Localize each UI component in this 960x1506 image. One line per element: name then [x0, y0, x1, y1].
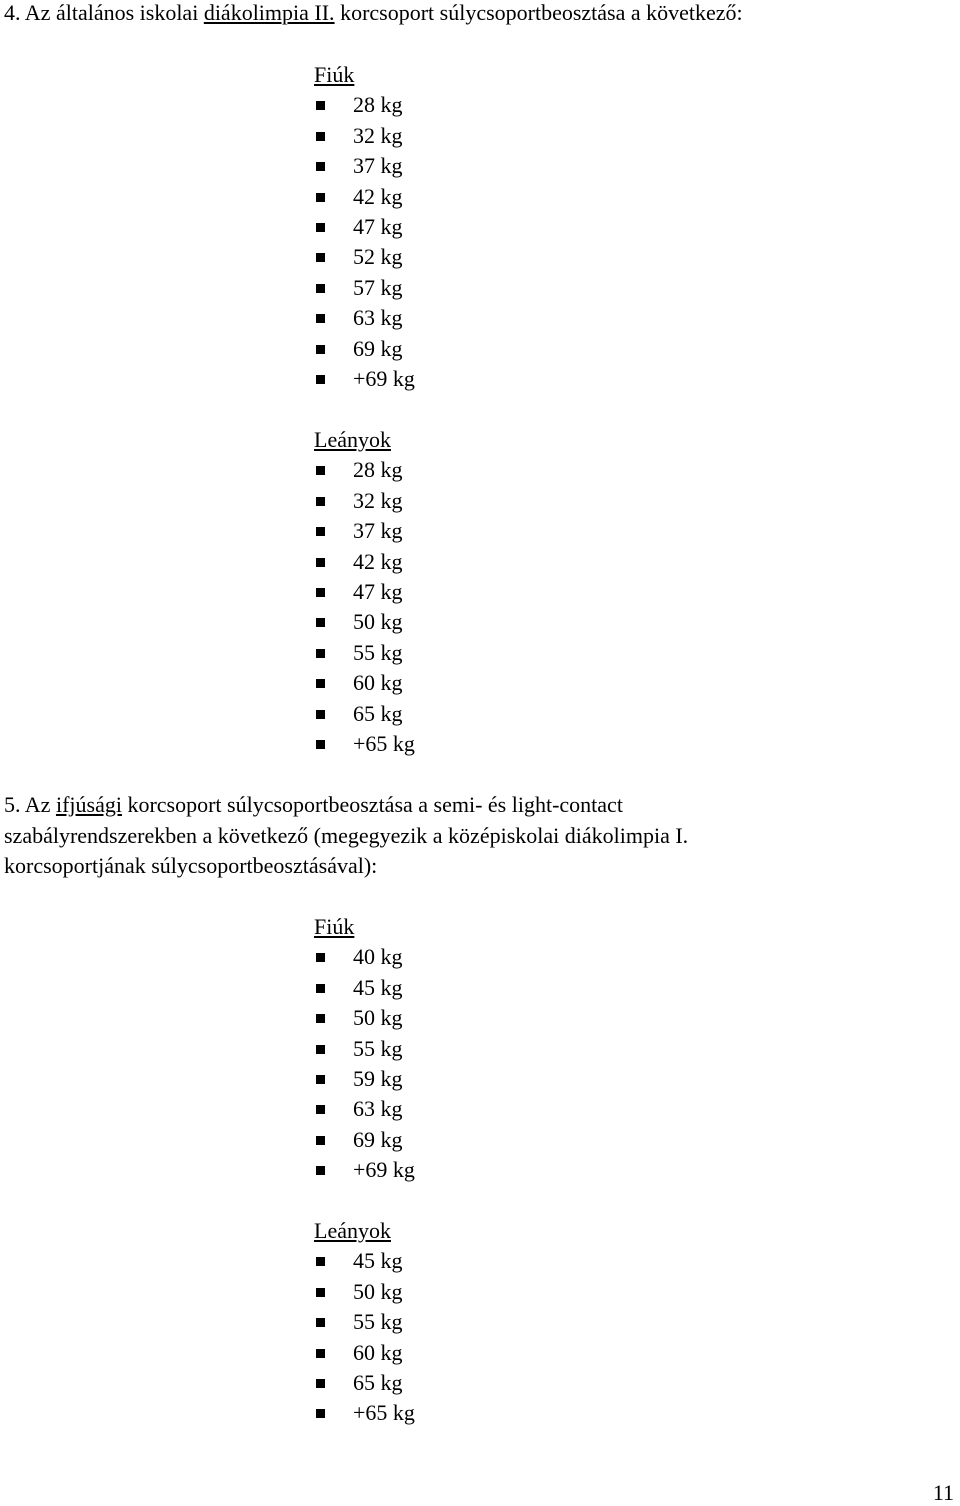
- square-bullet-icon: [316, 223, 325, 232]
- list-item: [314, 455, 415, 485]
- list-item: [314, 90, 415, 120]
- section5-girls-list: [314, 1216, 415, 1429]
- weight-class-label: +69 kg: [353, 1157, 415, 1183]
- square-bullet-icon: [316, 314, 325, 323]
- section4-text-a: Az általános iskolai: [24, 0, 199, 25]
- list-item: [314, 607, 415, 637]
- section4-boys-heading: Fiúk: [314, 62, 355, 87]
- square-bullet-icon: [316, 1288, 325, 1297]
- weight-class-label: 69 kg: [353, 335, 403, 361]
- square-bullet-icon: [316, 679, 325, 688]
- section4-girls-heading: Leányok: [314, 427, 391, 452]
- weight-class-label: 57 kg: [353, 274, 403, 300]
- list-item: [314, 364, 415, 394]
- list-item: [314, 699, 415, 729]
- list-item: [314, 1338, 415, 1368]
- list-item: [314, 1155, 415, 1185]
- section5-boys-heading: Fiúk: [314, 914, 355, 939]
- weight-class-label: 50 kg: [353, 1005, 403, 1031]
- weight-class-label: 55 kg: [353, 1309, 403, 1335]
- section5-title-line1: [4, 792, 623, 818]
- weight-class-label: 40 kg: [353, 944, 403, 970]
- list-item: [314, 1003, 415, 1033]
- list-item: [314, 1125, 415, 1155]
- square-bullet-icon: [316, 132, 325, 141]
- weight-class-label: 50 kg: [353, 609, 403, 635]
- list-item: [314, 729, 415, 759]
- square-bullet-icon: [316, 953, 325, 962]
- weight-class-label: 42 kg: [353, 183, 403, 209]
- weight-class-label: +65 kg: [353, 730, 415, 756]
- weight-class-label: 32 kg: [353, 122, 403, 148]
- list-item: [314, 273, 415, 303]
- section4-text-b: korcsoport súlycsoportbeosztása a következő:: [340, 0, 743, 25]
- list-item: [314, 942, 415, 972]
- weight-class-label: 65 kg: [353, 700, 403, 726]
- weight-class-label: 60 kg: [353, 1339, 403, 1365]
- list-item: [314, 486, 415, 516]
- square-bullet-icon: [316, 193, 325, 202]
- square-bullet-icon: [316, 1166, 325, 1175]
- square-bullet-icon: [316, 1349, 325, 1358]
- weight-class-label: 28 kg: [353, 457, 403, 483]
- list-item: [314, 303, 415, 333]
- square-bullet-icon: [316, 375, 325, 384]
- list-item: [314, 577, 415, 607]
- list-items: [314, 1246, 415, 1428]
- square-bullet-icon: [316, 527, 325, 536]
- list-item: [314, 1064, 415, 1094]
- list-items: [314, 455, 415, 759]
- section5-title-line2: szabályrendszerekben a következő (megegyezik a középiskolai diákolimpia I.: [4, 823, 689, 848]
- list-item: [314, 1034, 415, 1064]
- square-bullet-icon: [316, 1045, 325, 1054]
- list-item: [314, 151, 415, 181]
- section5-text-b: korcsoport súlycsoportbeosztása a semi- és light-contact: [127, 792, 623, 817]
- square-bullet-icon: [316, 618, 325, 627]
- weight-class-label: 37 kg: [353, 518, 403, 544]
- square-bullet-icon: [316, 1318, 325, 1327]
- square-bullet-icon: [316, 101, 325, 110]
- weight-class-label: 65 kg: [353, 1369, 403, 1395]
- section4-number: 4.: [4, 0, 21, 25]
- list-item: [314, 1094, 415, 1124]
- section5-link[interactable]: ifjúsági: [55, 792, 122, 817]
- section5-girls-heading: Leányok: [314, 1218, 391, 1243]
- weight-class-label: 42 kg: [353, 548, 403, 574]
- section5-title-line3: korcsoportjának súlycsoportbeosztásával):: [4, 853, 378, 878]
- square-bullet-icon: [316, 710, 325, 719]
- square-bullet-icon: [316, 558, 325, 567]
- weight-class-label: 47 kg: [353, 578, 403, 604]
- weight-class-label: 59 kg: [353, 1065, 403, 1091]
- weight-class-label: 60 kg: [353, 670, 403, 696]
- list-item: [314, 668, 415, 698]
- list-item: [314, 1368, 415, 1398]
- weight-class-label: +69 kg: [353, 365, 415, 391]
- list-item: [314, 1246, 415, 1276]
- section4-girls-list: [314, 425, 415, 759]
- square-bullet-icon: [316, 1409, 325, 1418]
- weight-class-label: 45 kg: [353, 1248, 403, 1274]
- square-bullet-icon: [316, 1075, 325, 1084]
- list-item: [314, 973, 415, 1003]
- list-item: [314, 182, 415, 212]
- weight-class-label: 47 kg: [353, 213, 403, 239]
- list-item: [314, 1277, 415, 1307]
- weight-class-label: 52 kg: [353, 244, 403, 270]
- list-item: [314, 516, 415, 546]
- list-item: [314, 1307, 415, 1337]
- section4-title: [4, 0, 743, 26]
- square-bullet-icon: [316, 984, 325, 993]
- weight-class-label: 37 kg: [353, 153, 403, 179]
- list-item: [314, 121, 415, 151]
- square-bullet-icon: [316, 162, 325, 171]
- list-item: [314, 547, 415, 577]
- square-bullet-icon: [316, 1105, 325, 1114]
- section4-boys-list: [314, 60, 415, 394]
- weight-class-label: 32 kg: [353, 487, 403, 513]
- square-bullet-icon: [316, 588, 325, 597]
- weight-class-label: 50 kg: [353, 1278, 403, 1304]
- weight-class-label: 28 kg: [353, 92, 403, 118]
- list-item: [314, 242, 415, 272]
- list-item: [314, 1398, 415, 1428]
- square-bullet-icon: [316, 1136, 325, 1145]
- weight-class-label: 45 kg: [353, 974, 403, 1000]
- square-bullet-icon: [316, 253, 325, 262]
- square-bullet-icon: [316, 1379, 325, 1388]
- section5-boys-list: [314, 912, 415, 1186]
- square-bullet-icon: [316, 1014, 325, 1023]
- section5-number: 5.: [4, 792, 21, 817]
- list-item: [314, 334, 415, 364]
- weight-class-label: 69 kg: [353, 1126, 403, 1152]
- square-bullet-icon: [316, 345, 325, 354]
- weight-class-label: 55 kg: [353, 639, 403, 665]
- list-items: [314, 942, 415, 1185]
- section4-link[interactable]: diákolimpia II.: [203, 0, 335, 25]
- square-bullet-icon: [316, 649, 325, 658]
- square-bullet-icon: [316, 284, 325, 293]
- list-item: [314, 212, 415, 242]
- square-bullet-icon: [316, 497, 325, 506]
- list-items: [314, 90, 415, 394]
- section5-text-a: Az: [24, 792, 51, 817]
- page-number: 11: [932, 1480, 954, 1505]
- square-bullet-icon: [316, 740, 325, 749]
- square-bullet-icon: [316, 466, 325, 475]
- weight-class-label: 63 kg: [353, 1096, 403, 1122]
- square-bullet-icon: [316, 1257, 325, 1266]
- weight-class-label: 55 kg: [353, 1035, 403, 1061]
- weight-class-label: 63 kg: [353, 305, 403, 331]
- list-item: [314, 638, 415, 668]
- weight-class-label: +65 kg: [353, 1400, 415, 1426]
